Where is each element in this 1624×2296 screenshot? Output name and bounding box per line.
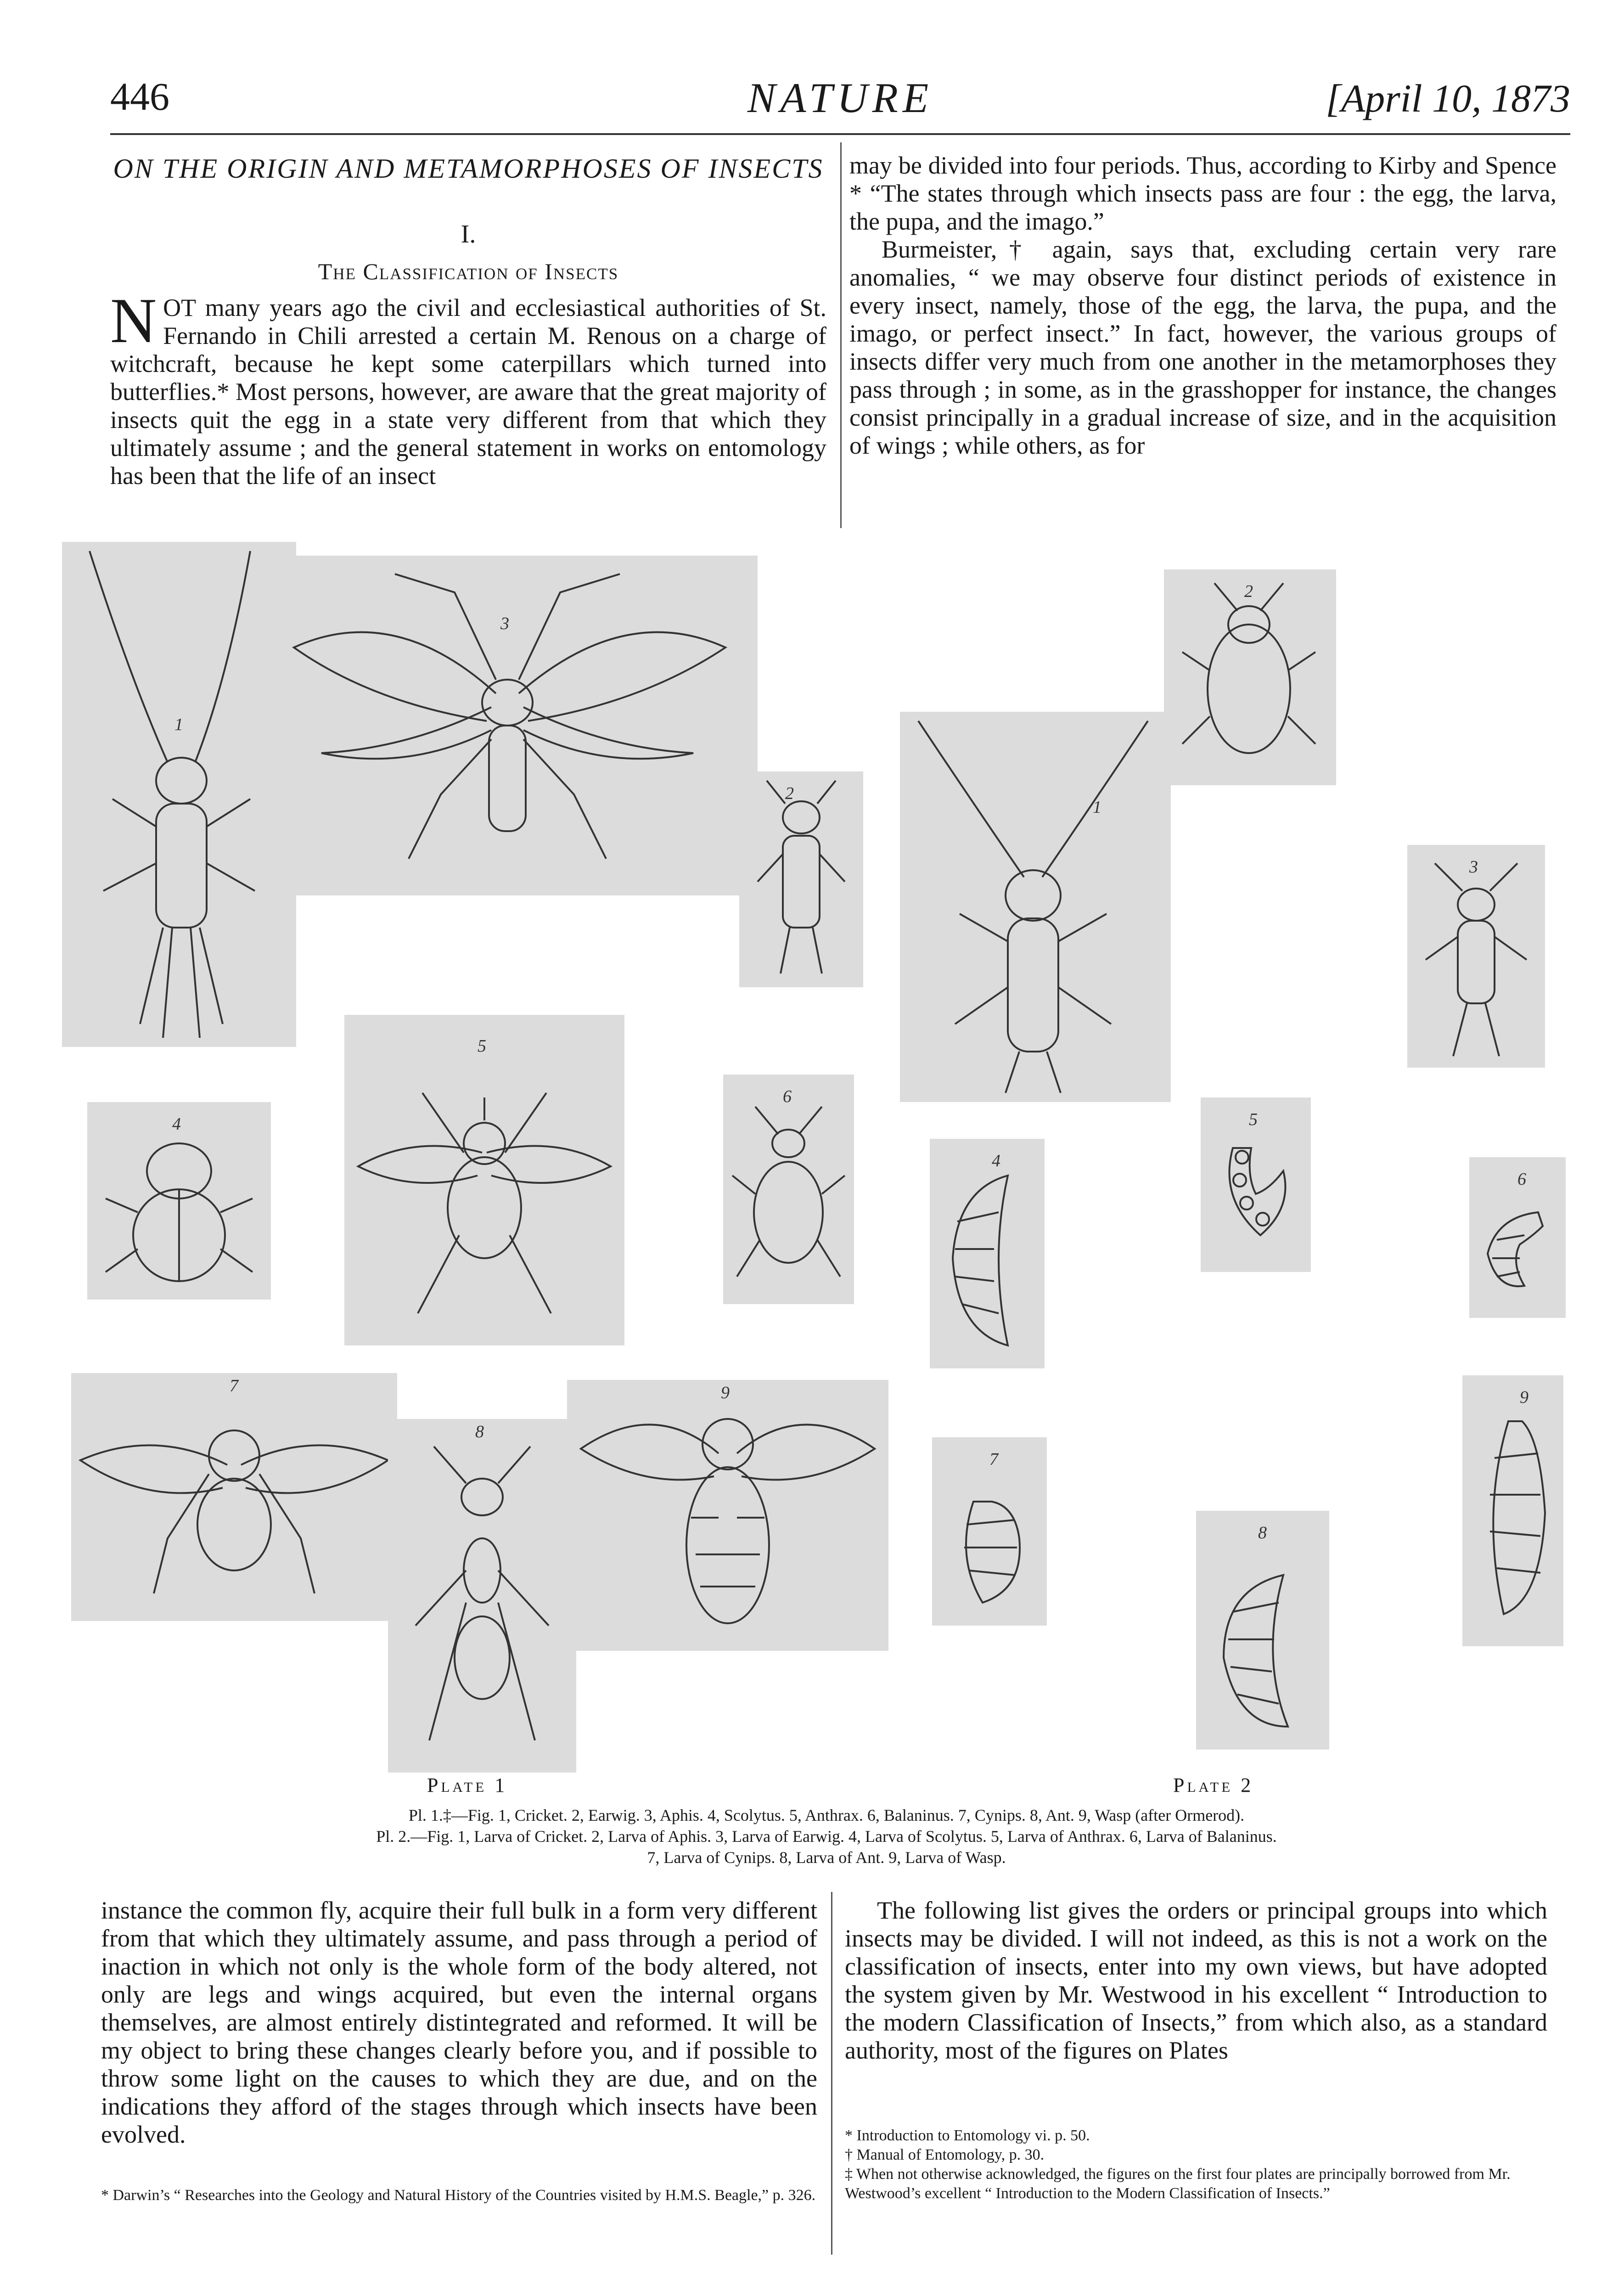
plate2-fig2-aphis-larva <box>1164 569 1336 785</box>
plate1-number: 9 <box>721 1383 730 1402</box>
plate1-number: 1 <box>174 715 183 734</box>
plate2-number: 8 <box>1258 1523 1267 1542</box>
plate2-number: 1 <box>1093 798 1101 817</box>
col1-paragraph: OT many years ago the civil and ecclesiastical authorities of St. Fernando in Chili arrested a certain M. Renous on a charge of witchcraft, because he kept some caterpillars which turned into butterflies.* Most persons, however, are aware that the great majority of insects quit the egg in a state very different from that which they ultimately assume ; and the general statement in works on entomology has been that the life of an insect <box>110 294 826 490</box>
plate2-fig3-earwig-larva <box>1407 845 1545 1068</box>
plate2-number: 9 <box>1520 1388 1528 1407</box>
footnotes-right <box>845 2126 1547 2203</box>
plate2-fig6-balaninus-larva <box>1469 1157 1566 1318</box>
part-number: I. <box>461 220 476 248</box>
caption-plate2: Pl. 2.—Fig. 1, Larva of Cricket. 2, Larva of Aphis. 3, Larva of Earwig. 4, Larva of Scolytus. 5, Larva of Anthrax. 6, Larva of Balaninus. <box>376 1827 1277 1846</box>
plate1-number: 2 <box>785 784 794 803</box>
plate1-fig8-ant <box>388 1419 576 1773</box>
plate1-fig5-anthrax <box>344 1015 624 1345</box>
plate2-fig7-cynips-larva <box>932 1437 1047 1626</box>
page-number: 446 <box>110 74 169 118</box>
plate2-number: 5 <box>1249 1110 1258 1129</box>
plate2-number: 3 <box>1469 857 1478 877</box>
plate1-number: 4 <box>172 1114 181 1134</box>
caption-plate2-cont: 7, Larva of Cynips. 8, Larva of Ant. 9, Larva of Wasp. <box>647 1848 1006 1867</box>
plate2-number: 4 <box>992 1151 1000 1171</box>
page-header <box>110 64 1570 135</box>
plate2-number: 7 <box>989 1450 998 1469</box>
column-divider-top <box>840 142 842 528</box>
plate1-number: 8 <box>475 1422 484 1441</box>
plate1-fig9-wasp <box>567 1380 888 1651</box>
col3-paragraph: instance the common fly, acquire their full bulk in a form very different from that which they ultimately assume, and pass through a period of inaction in which not only is the whole form of the body altered, not only are legs and wings acquired, but even the internal organs themselves, are almost entirely distintegrated and reformed. It will be my object to bring these changes clearly before you, and if possible to throw some light on the causes to which they are due, and on the indications they afford of the stages through which insects have been evolved. <box>101 1896 817 2148</box>
footnote-right-1: * Introduction to Entomology vi. p. 50. <box>845 2127 1090 2144</box>
issue-date: [April 10, 1873 <box>1326 76 1570 120</box>
column-2 <box>849 152 1557 460</box>
footnote-right-3: ‡ When not otherwise acknowledged, the figures on the first four plates are principally borrowed from Mr. Westwood’s excellent “ Introduction to the Modern Classification of Insects.” <box>845 2166 1511 2202</box>
column-divider-bottom <box>831 1892 832 2255</box>
plate1-number: 3 <box>500 614 509 633</box>
plate2-number: 2 <box>1244 582 1253 601</box>
caption-plate1: Pl. 1.‡—Fig. 1, Cricket. 2, Earwig. 3, Aphis. 4, Scolytus. 5, Anthrax. 6, Balaninus. 7, Cynips. 8, Ant. 9, Wasp (after Ormerod). <box>408 1806 1245 1824</box>
col2-paragraph-2: Burmeister,† again, says that, excluding certain very rare anomalies, “ we may observe four distinct periods of existence in every insect, namely, those of the egg, the larva, the pupa, and the imago, or perfect insect.” In fact, however, the various groups of insects differ very much from one another in the metamorphoses they pass through ; in some, as in the grasshopper for instance, the changes consist principally in a gradual increase of size, and in the acquisition of wings ; while others, as for <box>849 236 1557 459</box>
plate1-fig6-balaninus <box>723 1075 854 1304</box>
footnote-right-2: † Manual of Entomology, p. 30. <box>845 2146 1045 2163</box>
plate1-fig2-earwig <box>739 771 863 987</box>
plate1-number: 5 <box>478 1036 486 1056</box>
plate2-label: Plate 2 <box>1173 1774 1254 1796</box>
column-1 <box>110 285 826 490</box>
plate1-number: 6 <box>783 1087 792 1106</box>
plate2-fig9-wasp-larva <box>1462 1375 1563 1646</box>
col2-paragraph-1: may be divided into four periods. Thus, according to Kirby and Spence * “The states through which insects pass are four : the egg, the larva, the pupa, and the imago.” <box>849 152 1557 235</box>
plate1-fig7-cynips <box>71 1373 397 1621</box>
plate2-number: 6 <box>1517 1170 1526 1189</box>
plate2-fig8-ant-larva <box>1196 1511 1329 1750</box>
plate2-fig5-anthrax-larva <box>1201 1097 1311 1272</box>
plate2-fig4-scolytus-larva <box>930 1139 1045 1368</box>
section-heading: The Classification of Insects <box>318 259 619 284</box>
plate1-fig4-scolytus <box>87 1102 271 1300</box>
column-3 <box>101 1896 817 2149</box>
journal-title: NATURE <box>747 74 933 121</box>
plate1-number: 7 <box>230 1376 238 1396</box>
footnote-left: * Darwin’s “ Researches into the Geology and Natural History of the Countries visited by H.M.S. Beagle,” p. 326. <box>101 2187 816 2204</box>
col4-paragraph: The following list gives the orders or principal groups into which insects may be divided. I will not indeed, as this is not a work on the classification of insects, enter into my own views, but have adopted the system given by Mr. Westwood in his excellent “ Introduction to the modern Classification of Insects,” from which also, as a standard authority, most of the figures on Plates <box>845 1896 1547 2064</box>
plate2-fig1-cricket-larva <box>900 712 1171 1102</box>
drop-cap: N <box>110 285 157 356</box>
article-title: ON THE ORIGIN AND METAMORPHOSES OF INSECTS <box>113 153 824 184</box>
column-4 <box>845 1896 1547 2065</box>
plate1-fig3-aphis <box>257 556 758 895</box>
plate1-label: Plate 1 <box>427 1774 508 1796</box>
